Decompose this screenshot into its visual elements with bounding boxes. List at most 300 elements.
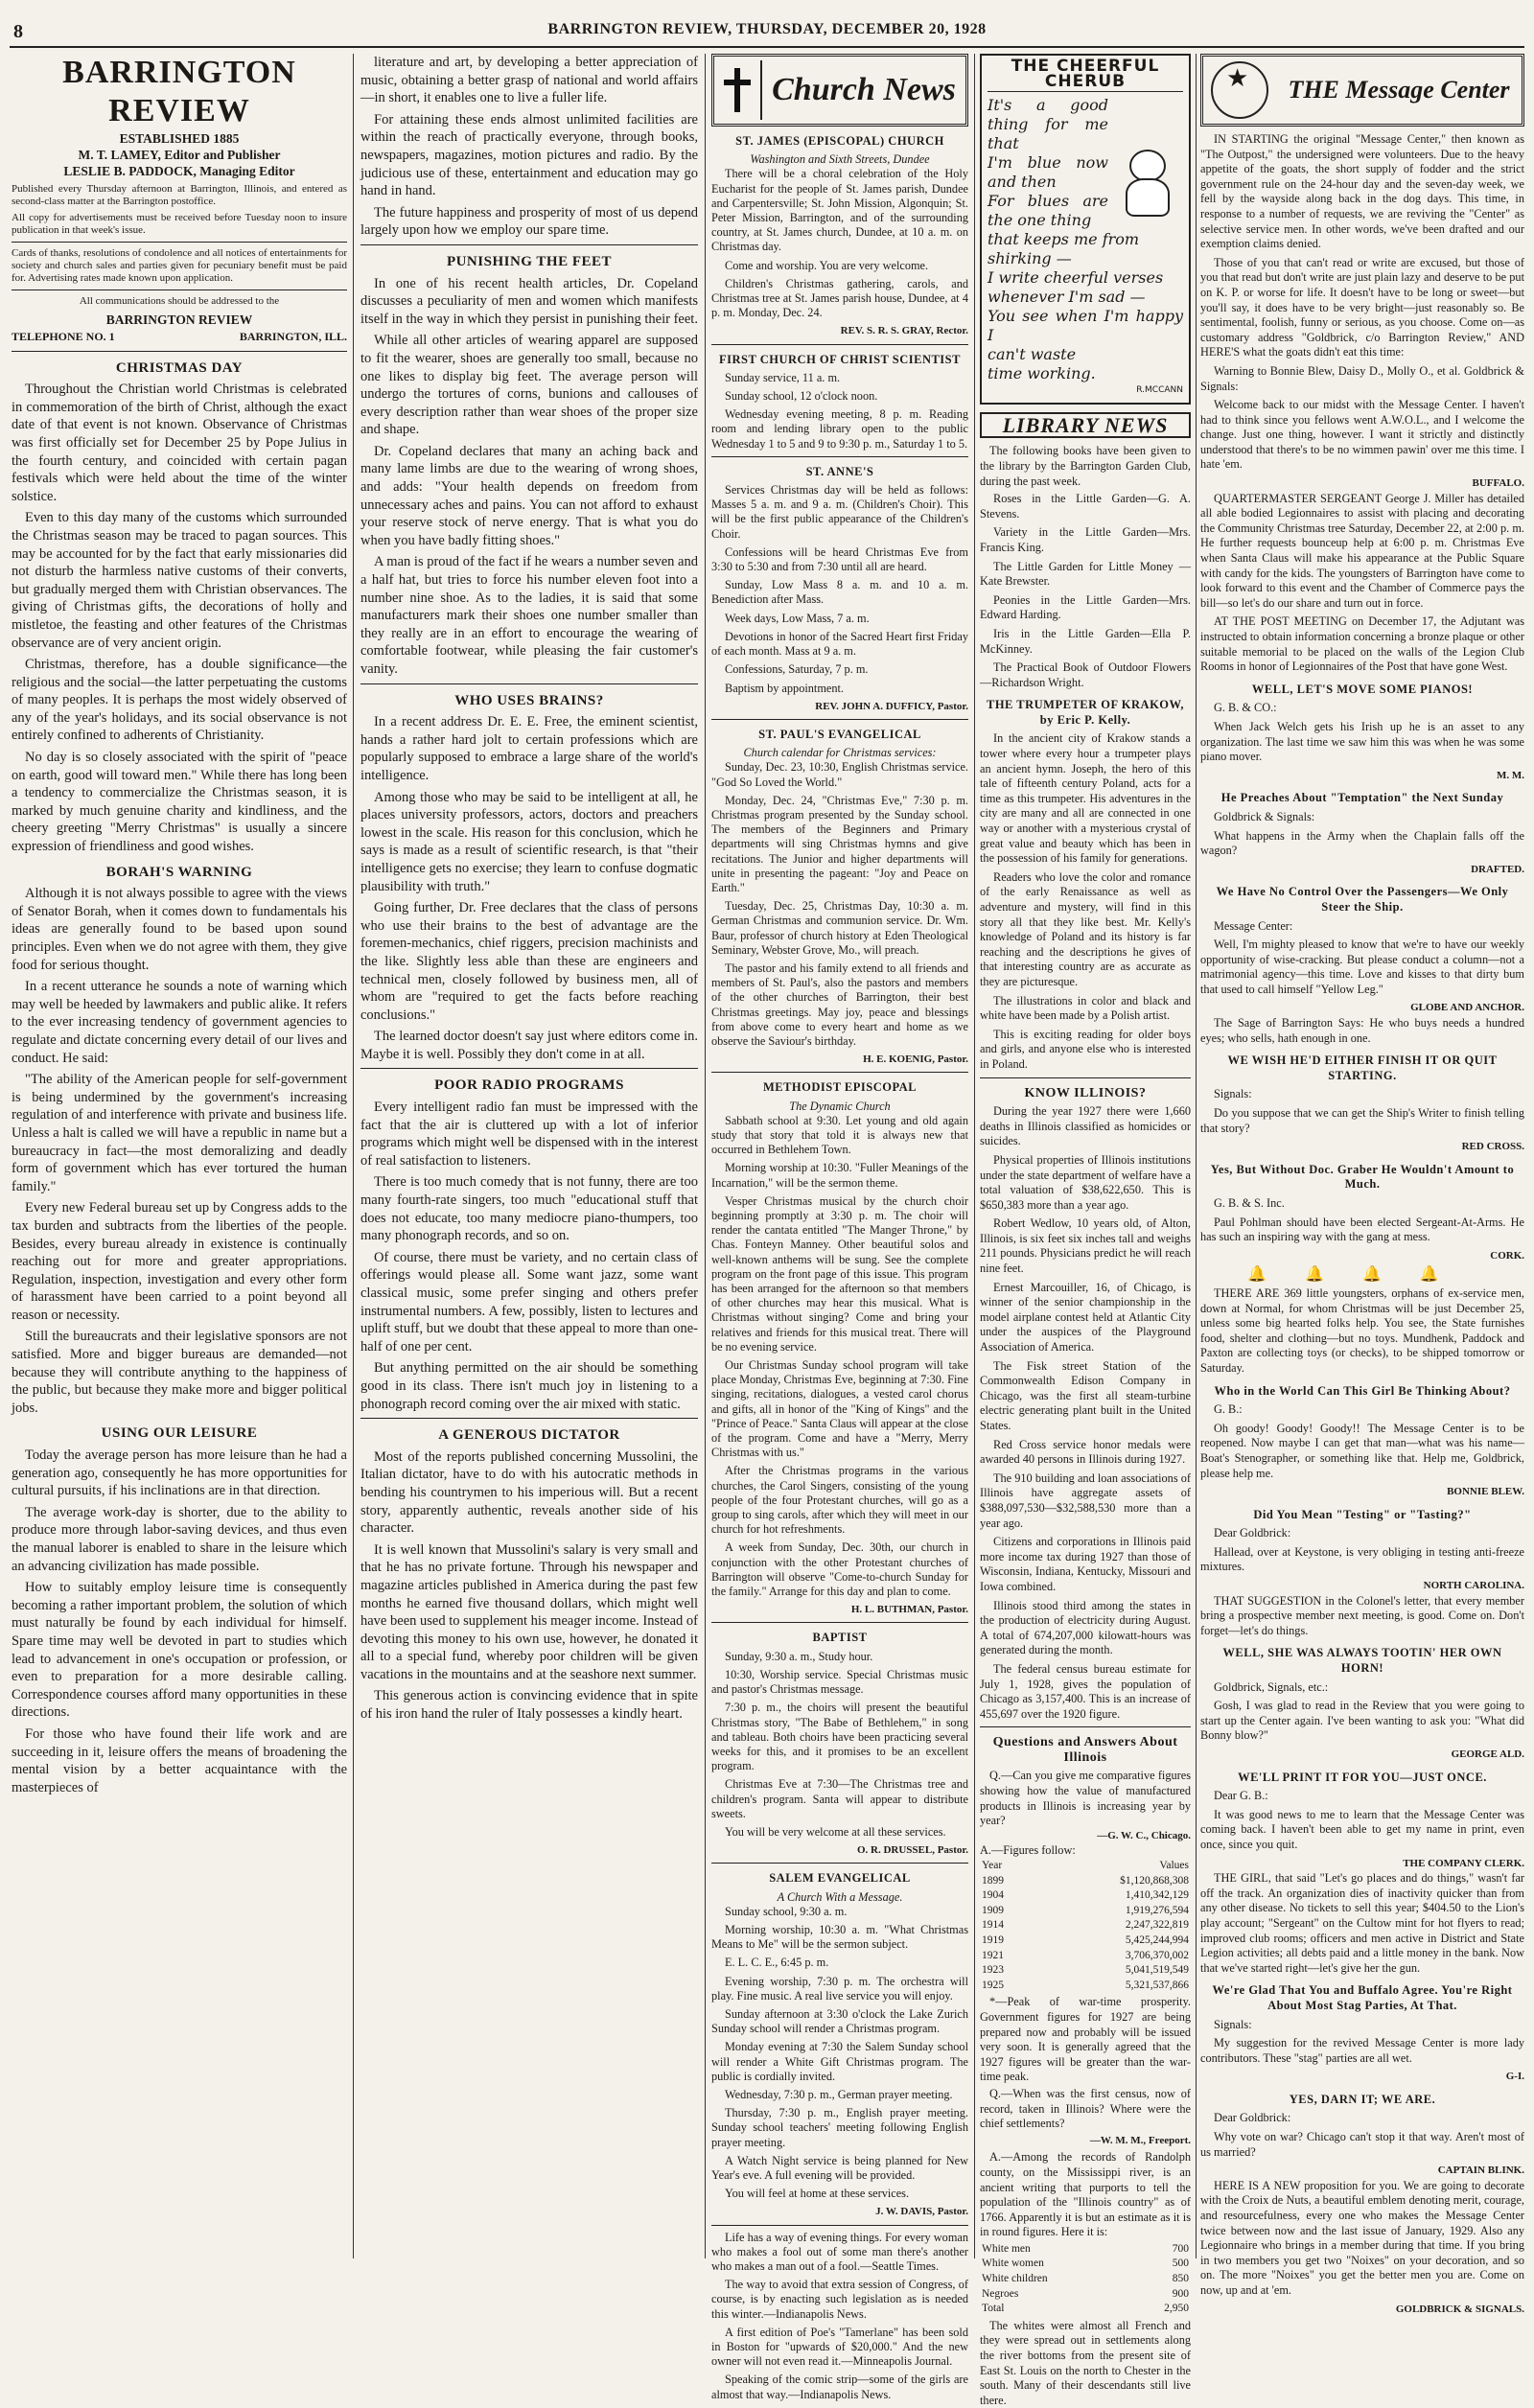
church-sections [711, 134, 968, 2226]
church-paragraph: Sunday, Low Mass 8 a. m. and 10 a. m. Benediction after Mass. [711, 578, 968, 607]
message-signature: BONNIE BLEW. [1447, 1486, 1524, 1498]
message-paragraph: What happens in the Army when the Chaplain falls off the wagon? [1200, 828, 1524, 858]
message-signature: CORK. [1490, 1249, 1524, 1262]
message-paragraph: AT THE POST MEETING on December 17, the Adjutant was instructed to obtain information concerning a bronze plaque or other suitable memorial to be placed on the walls of the Legion Club Rooms in honor of Legionnaires of the Post that have gone West. [1200, 614, 1524, 674]
church-paragraph: Tuesday, Dec. 25, Christmas Day, 10:30 a. m. German Christmas and communion service. Dr. Wm. Baur, professor of church history at Eden Theological Seminary, Webster Grove, Mo., will preach. [711, 899, 968, 957]
church-paragraph: Sabbath school at 9:30. Let young and old again study that story that told it is always new that occurred in Bethlehem Town. [711, 1113, 968, 1157]
masthead [12, 54, 347, 352]
church-paragraph: Services Christmas day will be held as follows: Masses 5 a. m. and 9 a. m. (Children's Choir). This will be the first public appearance of the Children's Choir. [711, 483, 968, 541]
table-cell-value: 500 [1172, 2258, 1189, 2270]
message-paragraph: Message Center: [1214, 918, 1293, 933]
message-title: WELL, SHE WAS ALWAYS TOOTIN' HER OWN HORN! [1222, 1646, 1502, 1676]
table-row [980, 2242, 1191, 2258]
filler-paragraph: A first edition of Poe's "Tamerlane" has been sold in Boston for "upwards of $20,000." And the new owner will not even read it.—Minneapolis Journal. [711, 2325, 968, 2369]
church-paragraph: Week days, Low Mass, 7 a. m. [725, 611, 870, 625]
table-header: Values [1159, 1860, 1189, 1872]
table-cell-year: 1904 [982, 1889, 1004, 1902]
manufactures-table [980, 1859, 1191, 1993]
illinois-fact: Red Cross service honor medals were awarded 40 persons in Illinois during 1927. [980, 1437, 1191, 1467]
filler-paragraph: Speaking of the comic strip—some of the girls are almost that way.—Indianapolis News. [711, 2373, 968, 2401]
message-center-title: THE Message Center [1288, 76, 1510, 104]
church-section-title: ST. PAUL'S EVANGELICAL [758, 727, 921, 741]
illinois-fact: Physical properties of Illinois institutions under the state department of welfare have a total valuation of $38,622,650. This is $650,383 more than a year ago. [980, 1152, 1191, 1212]
church-paragraph: You will be very welcome at all these services. [725, 1824, 946, 1839]
answer-2-note: The whites were almost all French and they were spread out in settlements along the river bottoms from the present site of East St. Louis on the north to Chester in the south. Many of their descendants still live there. [980, 2318, 1191, 2407]
article-paragraph: The future happiness and prosperity of most of us depend largely upon how we employ our spare time. [360, 204, 698, 239]
library-books [980, 492, 1191, 690]
message-paragraph: Goldbrick, Signals, etc.: [1214, 1679, 1329, 1694]
table-cell-value: 5,425,244,994 [1125, 1934, 1189, 1946]
article-paragraph: The learned doctor doesn't say just where editors come in. Maybe it is well. Possibly they don't come in at all. [360, 1029, 698, 1062]
editorial-paragraph: Today the average person has more leisure than he had a generation ago, consequently he has more opportunities for cultural pursuits, if his inclinations are in that direction. [12, 1447, 347, 1499]
table-cell-value: 3,706,370,002 [1125, 1949, 1189, 1961]
article-title: POOR RADIO PROGRAMS [434, 1077, 624, 1094]
article-paragraph: It is well known that Mussolini's salary is very small and that he has no private fortune. Through his newspaper and magazine articles published in America during the past few months he earned five thousand dollars, which might well have been used to supplement his meager income. Instead of devoting this money to his own use, however, he donated it all to a special fund, whereby poor children will be given vacations in the mountains and at the seashore next summer. [360, 1541, 698, 1682]
editorial-paragraph: "The ability of the American people for self-government is being undermined by the government's increasing regulation of and interference with private and business life. Unless a halt is called we will have a republic in name but a bureaucracy in fact—the most demoralizing and deadly form of government which has ever tortured the human family." [12, 1072, 347, 1194]
church-section-subtitle: The Dynamic Church [789, 1099, 891, 1113]
message-title: Who in the World Can This Girl Be Thinking About? [1214, 1383, 1511, 1398]
editorial-paragraph: Still the bureaucrats and their legislative sponsors are not satisfied. More and bigger bureaus are demanded—not because they will contribute anything to the happiness of the public, but because they make more and bigger political jobs. [12, 1329, 347, 1416]
divider [360, 683, 698, 684]
church-paragraph: Sunday, 9:30 a. m., Study hour. [725, 1649, 873, 1663]
table-row [980, 1979, 1191, 1994]
article-paragraph: Every intelligent radio fan must be impressed with the fact that the air is cluttered up with a lot of inferior programs which might well be dispensed with in the interest of real satisfaction to listeners. [360, 1100, 698, 1169]
know-illinois-title: KNOW ILLINOIS? [1024, 1085, 1147, 1100]
qa-title: Questions and Answers About Illinois [992, 1735, 1178, 1765]
illinois-fact: The 910 building and loan associations of Illinois have aggregate assets of $388,097,530—$32,588,530 more than a year ago. [980, 1470, 1191, 1530]
editorial-paragraph: Even to this day many of the customs which surrounded the Christmas season may be traced to pagan sources. This may be accounted for by the fact that early missionaries did not disturb the harmless native customs of their converts, but gradually merged them with Christian observances. The giving of Christmas gifts, the decorations of holly and mistletoe, the feasting and other features of the Christmas observance are of very ancient origin. [12, 510, 347, 651]
church-paragraph: E. L. C. E., 6:45 p. m. [725, 1956, 829, 1970]
message-title: WE WISH HE'D EITHER FINISH IT OR QUIT STARTING. [1227, 1054, 1498, 1082]
church-paragraph: Vesper Christmas musical by the church choir beginning promptly at 3:30 p. m. The choir will render the cantata entitled "The Manger Throne," by Chas. Fonteyn Manney. Other beautiful solos and well-known anthems will be sung. See the complete program on the front page of this issue. This program has been arranged for the afternoon so that members of other churches may hear this musical. What is Christmas without singing? Come and bring your relatives and friends for this musical treat. There will be no evening service. [711, 1193, 968, 1354]
church-paragraph: Christmas Eve at 7:30—The Christmas tree and children's program. Santa will appear to distribute sweets. [711, 1777, 968, 1820]
editorial-paragraph: Christmas, therefore, has a double significance—the religious and the social—the latter perpetuating the customs of many peoples. It is perhaps the most widely observed of any of the year's holidays, and its social observance is not entirely confined to adherents of Christianity. [12, 657, 347, 744]
message-signature: GEORGE ALD. [1451, 1748, 1524, 1760]
question-1-signature: —G. W. C., Chicago. [1097, 1829, 1191, 1841]
table-cell-value: 5,041,519,549 [1125, 1964, 1189, 1977]
cherub-artist: R.MCCANN [1136, 385, 1183, 396]
cherub-line: It's a good thing for me that [988, 96, 1108, 153]
table-row [980, 1888, 1191, 1904]
table-cell-value: 2,247,322,819 [1125, 1919, 1189, 1932]
church-section-title: METHODIST EPISCOPAL [762, 1080, 918, 1095]
message-signature: GOLDBRICK & SIGNALS. [1395, 2303, 1524, 2315]
cherub-line: I write cheerful verses [988, 268, 1164, 288]
church-news-title: Church News [772, 72, 956, 108]
table-cell-year: 1925 [982, 1979, 1004, 1991]
divider [711, 2225, 968, 2226]
publication-note: Published every Thursday afternoon at Barrington, Illinois, and entered as second-class matter at the Barrington postoffice. [12, 183, 347, 207]
message-paragraph: Welcome back to our midst with the Message Center. I haven't had to think since you fellows went A.W.O.L., and I welcome the change. Just one thing, however. I want it strictly and distinctly understood that there's to be no wimmen pawin' over me this time. I hate 'em. [1200, 398, 1524, 472]
illinois-fact: Ernest Marcouiller, 16, of Chicago, is winner of the senior championship in the model airplane contest held at Atlantic City under the auspices of the Playground Association of America. [980, 1280, 1191, 1354]
message-paragraph: QUARTERMASTER SERGEANT George J. Miller has detailed all able bodied Legionnaires to assist with placing and decorating the Community Christmas tree Saturday, December 22, at 2:00 p. m. He further requests bounceup help at 6:00 p. m. Christmas Eve when Santa Claus will make his appearance at the Public Square with candy for the kids. The youngsters of Barrington have come to look forward to this event and the Chamber of Commerce pays the bill—so let's do our share and turn out in force. [1200, 491, 1524, 610]
cheerful-cherub-box [980, 54, 1191, 405]
table-row [980, 1963, 1191, 1979]
cherub-line: that keeps me from [988, 230, 1140, 249]
cherub-body-shape [1126, 178, 1170, 217]
church-paragraph: Wednesday, 7:30 p. m., German prayer meeting. [725, 2087, 953, 2101]
table-cell-label: White men [982, 2242, 1031, 2255]
address-note: All communications should be addressed to the [79, 295, 280, 307]
article-paragraph: Most of the reports published concerning Mussolini, the Italian dictator, have to do with his autocratic methods in bending his countrymen to his imperious will. But a recent story, apparently authentic, reveals another side of his character. [360, 1448, 698, 1537]
cherub-head-shape [1129, 150, 1166, 182]
column-rule [705, 54, 706, 2258]
table-row [980, 1904, 1191, 1919]
message-paragraph: THAT SUGGESTION in the Colonel's letter, that every member bring a prospective member next meeting, is good. Come on. Don't forget—let's do things. [1200, 1593, 1524, 1637]
table-cell-year: 1919 [982, 1934, 1004, 1946]
divider [711, 719, 968, 720]
message-paragraph: Goldbrick & Signals: [1214, 809, 1315, 823]
editorial-paragraph: Throughout the Christian world Christmas is celebrated in commemoration of the birth of Christ, although the exact date of that event is not known. Observance of Christmas was first officially set for December 25 by Pope Julius in the fourth century, and coincided with certain pagan festivals which were held about the time of the winter solstice. [12, 382, 347, 504]
page-header [10, 17, 1524, 48]
masthead-established: ESTABLISHED 1885 [119, 131, 240, 146]
page-number: 8 [13, 21, 24, 42]
column-rule [974, 54, 975, 2258]
article-paragraph: In one of his recent health articles, Dr. Copeland discusses a peculiarity of men and women which manifests itself in the way in which they persist in punishing their feet. [360, 275, 698, 327]
message-paragraph: G. B. & CO.: [1214, 701, 1277, 715]
question-1: Q.—Can you give me comparative figures showing how the value of manufactured products in Illinois is increasing year by year? [980, 1769, 1191, 1828]
answer-1-note: *—Peak of war-time prosperity. Government figures for 1927 are being prepared now and probably will be issued very soon. It is generally agreed that the 1927 figures will be greater than the war-time peak. [980, 1995, 1191, 2084]
church-paragraph: A week from Sunday, Dec. 30th, our church in conjunction with the other Protestant churches of Barrington will observe "Come-to-church Sunday for the family." Arrange for this day and plan to come. [711, 1540, 968, 1599]
column-rule [353, 54, 354, 2258]
church-section-title: ST. ANNE'S [805, 464, 874, 478]
article-paragraph: Going further, Dr. Free declares that the class of persons who use their brains to the best of advantage are the foremen-mechanics, chief riggers, precision machinists and the like. Slightly less able than these are engineers and technical men, closely followed by business men, all of whom are "required to get the facts before reaching conclusions." [360, 900, 698, 1023]
filler-paragraph: The way to avoid that extra session of Congress, of course, is by enacting such legislation as is needed this winter.—Indianapolis News. [711, 2278, 968, 2321]
message-paragraph: Dear Goldbrick: [1214, 2111, 1291, 2125]
answer-2: A.—Among the records of Randolph county, on the Mississippi river, is an ancient writing that purports to tell the population of the "Illinois country" as of 1766. Apparently it is but an estimate as it is in round figures. Here it is: [980, 2150, 1191, 2239]
editorial-paragraph: How to suitably employ leisure time is consequently becoming a rather important problem, the solution of which must naturally be found by each individual for himself. Spare time may well be devoted in part to studies which lead to advancement in one's occupation or profession, or even to preparation for a more desirable calling. Correspondence courses afford many opportunities in these directions. [12, 1580, 347, 1721]
table-cell-label: Negroes [982, 2287, 1019, 2300]
message-paragraph: Signals: [1214, 1087, 1252, 1101]
article-paragraph: While all other articles of wearing apparel are supposed to fit the wearer, shoes are generally too small, because no one likes to display big feet. The average person will undergo the tortures of corns, bunions and callouses of every description rather than wear shoes of the proper size and shape. [360, 333, 698, 438]
message-signature: BUFFALO. [1472, 477, 1524, 490]
church-paragraph: Sunday afternoon at 3:30 o'clock the Lake Zurich Sunday school will render a Christmas program. [711, 2006, 968, 2036]
message-paragraph: G. B.: [1214, 1402, 1243, 1417]
divider [980, 1077, 1191, 1078]
population-rows [980, 2242, 1191, 2317]
message-paragraph: It was good news to me to learn that the Message Center was coming back. I haven't been able to get my name in print, even once, since you quit. [1200, 1807, 1524, 1851]
message-paragraph: IN STARTING the original "Message Center," then known as "The Outpost," the undersigned were volunteers. Due to the heavy appetite of the goats, the short supply of fodder and the strict government rule on the 24-hour day and the seven-day week, we fell by the wayside along back in the dog days. This time, in response to a number of requests, we are reviving the "Center" as selective service men. In other words, we've been drafted and our exemption claims denied. [1200, 132, 1524, 251]
table-cell-value: 700 [1172, 2242, 1189, 2255]
table-cell-value: 1,410,342,129 [1125, 1889, 1189, 1902]
church-news-column [711, 54, 968, 2401]
church-paragraph: Monday evening at 7:30 the Salem Sunday school will render a White Gift Christmas program. The public is cordially invited. [711, 2040, 968, 2083]
editorial-title: USING OUR LEISURE [101, 1425, 258, 1442]
church-pastor: REV. JOHN A. DUFFICY, Pastor. [815, 700, 968, 712]
message-paragraph: Well, I'm mighty pleased to know that we're to have our weekly opportunity of wise-cracking. But please conduct a column—not a matrimonial agency—this time. Love and kisses to that dirty bum that used to call himself "Yellow Leg." [1200, 938, 1524, 996]
church-paragraph: Come and worship. You are very welcome. [725, 258, 929, 272]
church-section-subtitle: Church calendar for Christmas services: [743, 746, 937, 760]
library-book: Iris in the Little Garden—Ella P. McKinney. [980, 626, 1191, 656]
table-cell-year: 1923 [982, 1964, 1004, 1977]
cards-note: Cards of thanks, resolutions of condolence and all notices of entertainments for society and church sales and parties given for pecuniary benefit must be paid for. Advertising rates made known upon application. [12, 247, 347, 284]
cherub-poem [988, 96, 1183, 383]
library-review-paragraph: Readers who love the color and romance of the early Renaissance as well as adventure and mystery, will find in this story all that they like best. Mr. Kelly's knowledge of Poland and its history is far reaching and the descriptions he gives of that interesting country are as accurate as they are picturesque. [980, 869, 1191, 988]
article-paragraph: Among those who may be said to be intelligent at all, he places university professors, actors, doctors and preachers lowest in the scale. His reason for this conclusion, which he says is made as a result of scientific research, is that "their intelligence gets no exercise; they learn to confuse dogmatic plausibility with truth." [360, 789, 698, 894]
table-cell-year: 1921 [982, 1949, 1004, 1961]
illinois-fact: The federal census bureau estimate for July 1, 1928, gives the population of Chicago as 3,157,400. This is an increase of 455,697 over the 1920 figure. [980, 1661, 1191, 1721]
message-paragraph: Those of you that can't read or write are excused, but those of you that read but don't write are just plain lazy and deserve to be put on K. P. or worse for life. It doesn't have to be long or sweet—but you'll say, it does have to be very bright—just reasonably so. Be sentimental, foolish, funny or serious, as you choose. Come on—as customary address "Goldbrick, c/o Barrington Review," AND HERE'S what the goats didn't eat this time: [1200, 255, 1524, 359]
divider [12, 289, 347, 290]
message-signature: NORTH CAROLINA. [1423, 1580, 1524, 1592]
message-paragraph: Dear G. B.: [1214, 1789, 1268, 1803]
cherub-line: You see when I'm happy I [988, 307, 1183, 345]
table-cell-value: 2,950 [1164, 2303, 1189, 2315]
church-paragraph: Morning worship at 10:30. "Fuller Meanings of the Incarnation," will be the sermon theme. [711, 1161, 968, 1190]
legion-seal-icon [1211, 61, 1268, 119]
table-row [980, 1918, 1191, 1933]
library-review-paragraph: The illustrations in color and black and white have been made by a Polish artist. [980, 993, 1191, 1023]
city: BARRINGTON, ILL. [239, 330, 347, 343]
church-section-subtitle: Washington and Sixth Streets, Dundee [750, 152, 930, 167]
cherub-line: time working. [988, 364, 1096, 383]
library-news-banner: LIBRARY NEWS [980, 412, 1191, 439]
church-paragraph: A Watch Night service is being planned for New Year's eve. A full evening will be provided. [711, 2153, 968, 2182]
article-paragraph: In a recent address Dr. E. E. Free, the eminent scientist, hands a rather hard jolt to certain professions which are popularly supposed to embrace a large share of the world's intelligence. [360, 714, 698, 783]
table-row [980, 2287, 1191, 2303]
message-paragraph: When Jack Welch gets his Irish up he is an asset to any organization. The last time we saw him this was when he was some piano mover. [1200, 719, 1524, 764]
divider [711, 1622, 968, 1623]
library-book: The Practical Book of Outdoor Flowers—Richardson Wright. [980, 660, 1191, 689]
message-signature: DRAFTED. [1471, 863, 1524, 875]
editorial-title: CHRISTMAS DAY [115, 359, 244, 376]
editorials [12, 359, 347, 1797]
column-rule [1196, 54, 1197, 2258]
table-cell-value: 1,919,276,594 [1125, 1904, 1189, 1916]
church-pastor: J. W. DAVIS, Pastor. [875, 2206, 968, 2218]
message-paragraph: Hallead, over at Keystone, is very obliging in testing anti-freeze mixtures. [1200, 1544, 1524, 1574]
church-section-title: ST. JAMES (EPISCOPAL) CHURCH [735, 134, 944, 148]
article-paragraph: literature and art, by developing a better appreciation of music, obtaining a better grasp of national and world affairs—in short, it enables one to live a fuller life. [360, 55, 698, 106]
church-paragraph: After the Christmas programs in the various churches, the Carol Singers, consisting of the young people of the four Protestant churches, will go as a group to sing carols, after which they will meet in our church for hot refreshments. [711, 1464, 968, 1537]
contact-line [12, 328, 347, 346]
table-row [980, 1949, 1191, 1964]
table-cell-year: 1909 [982, 1904, 1004, 1916]
editorial-paragraph: Every new Federal bureau set up by Congress adds to the tax burden and subtracts from the liberties of the people. Besides, every bureau already in existence is continually reaching out for more and greater appropriations. Regulation, inspection, investigation and every other form of harassment have been carried to a point beyond all reason or necessity. [12, 1200, 347, 1323]
church-fillers [711, 2231, 968, 2402]
cherub-line: can't waste [988, 345, 1077, 364]
message-center-banner [1200, 54, 1524, 127]
church-section-subtitle: A Church With a Message. [777, 1889, 903, 1904]
telephone: TELEPHONE NO. 1 [12, 330, 115, 343]
article-paragraph: But anything permitted on the air should be something good in its class. There isn't much joy in listening to a phonograph record coming over the air mixed with static. [360, 1360, 698, 1412]
cherub-line: I'm blue now and then [988, 153, 1108, 192]
article-paragraph: There is too much comedy that is not funny, there are too many fourth-rate singers, too much "educational stuff that does not educate, too many mediocre piano-thumpers, too many phonograph records, and so on. [360, 1174, 698, 1244]
question-2: Q.—When was the first census, now of record, taken in Illinois? Where were the chief settlements? [980, 2086, 1191, 2131]
message-signature: GLOBE AND ANCHOR. [1410, 1002, 1524, 1014]
column-two-articles [360, 54, 698, 1724]
table-row [980, 2272, 1191, 2287]
divider [12, 242, 347, 243]
message-paragraph: My suggestion for the revived Message Center is more lady contributors. These "stag" parties are all wet. [1200, 2036, 1524, 2065]
table-row [980, 1874, 1191, 1889]
table-cell-label: White women [982, 2258, 1044, 2270]
cross-icon [714, 60, 762, 120]
message-signature: M. M. [1496, 769, 1524, 781]
library-review-paragraph: This is exciting reading for older boys and girls, and anyone else who is interested in Poland. [980, 1027, 1191, 1071]
message-paragraph: Signals: [1214, 2017, 1252, 2031]
illinois-fact: Robert Wedlow, 10 years old, of Alton, Illinois, is six feet six inches tall and weighs 211 pounds. Physicians predict he will reach nine feet. [980, 1216, 1191, 1276]
table-cell-value: 5,321,537,866 [1125, 1979, 1189, 1991]
church-paragraph: Sunday school, 9:30 a. m. [725, 1904, 848, 1918]
divider [711, 456, 968, 457]
editorial-title: BORAH'S WARNING [105, 864, 253, 880]
church-section-title: SALEM EVANGELICAL [769, 1871, 911, 1886]
message-title: YES, DARN IT; WE ARE. [1289, 2092, 1436, 2106]
church-pastor: REV. S. R. S. GRAY, Rector. [840, 325, 968, 337]
message-paragraph: Oh goody! Goody! Goody!! The Message Center is to be reopened. Now maybe I can get that man—what was his name—Boat's Stenographer, or something like that. Help me, Goldbrick, please help me. [1200, 1421, 1524, 1480]
editorial-paragraph: No day is so closely associated with the spirit of "peace on earth, good will toward men." While there has long been a tendency to commercialize the Christmas season, it is marked by much genuine charity and kindliness, and the cheery greeting "Merry Christmas" is usually a sincere expression of friendliness and good wishes. [12, 750, 347, 855]
illinois-facts [980, 1104, 1191, 1722]
church-paragraph: 10:30, Worship service. Special Christmas music and pastor's Christmas message. [711, 1667, 968, 1697]
address-name: BARRINGTON REVIEW [105, 313, 253, 327]
illinois-fact: During the year 1927 there were 1,660 deaths in Illinois classified as homicides or suicides. [980, 1104, 1191, 1148]
message-paragraph: Warning to Bonnie Blew, Daisy D., Molly O., et al. Goldbrick & Signals: [1200, 363, 1524, 393]
library-column [980, 54, 1191, 2407]
church-paragraph: Confessions, Saturday, 7 p. m. [725, 662, 869, 677]
table-row [980, 1933, 1191, 1949]
cherub-line: whenever I'm sad — [988, 288, 1146, 307]
church-paragraph: Evening worship, 7:30 p. m. The orchestra will play. Fine music. A real live service you will enjoy. [711, 1974, 968, 2003]
library-book: Peonies in the Little Garden—Mrs. Edward Harding. [980, 592, 1191, 622]
article-title: WHO USES BRAINS? [454, 692, 604, 708]
cherub-line: For blues are the one thing [988, 192, 1108, 230]
table-row [980, 2302, 1191, 2317]
illinois-fact: Illinois stood third among the states in the production of electricity during August. A total of 674,207,000 kilowatt-hours was generated during the month. [980, 1598, 1191, 1657]
message-signature: G-I. [1505, 2071, 1524, 2083]
divider [360, 1068, 698, 1069]
cherub-line: shirking — [988, 249, 1072, 268]
divider [12, 351, 347, 352]
article-paragraph: Of course, there must be variety, and no certain class of offerings would please all. Some want jazz, some want classical music, some prefer singing and others prefer instrumental numbers. A few, possibly, listen to lectures and uplift stuff, but we doubt that these appeal to more than one-half of one per cent. [360, 1249, 698, 1354]
church-paragraph: Devotions in honor of the Sacred Heart first Friday of each month. Mass at 9 a. m. [711, 629, 968, 659]
article-paragraph: Dr. Copeland declares that many an aching back and many lame limbs are due to the wearing of wrong shoes, and adds: "Your health depends on freedom from unnecessary aches and pains. You can not afford to exhaust your reserve stock of nerve energy. That is what you do when you have badly fitting shoes." [360, 443, 698, 548]
article-paragraph: A man is proud of the fact if he wears a number seven and a half hat, but tries to force his number eleven foot into a number nine shoe. As to the ladies, it is said that some manufacturers mark their shoes one number smaller than they really are in an effort to encourage the wearing of comfortable footwear, while pleasing the fair customer's vanity. [360, 554, 698, 677]
message-paragraph: The Sage of Barrington Says: He who buys needs a hundred eyes; who sells, hath enough in one. [1200, 1016, 1524, 1045]
table-cell-value: 850 [1172, 2273, 1189, 2285]
column-editorials [12, 54, 347, 2258]
table-cell-year: 1899 [982, 1874, 1004, 1887]
message-title: We're Glad That You and Buffalo Agree. You're Right About Most Stag Parties, At That. [1212, 1983, 1513, 2012]
church-pastor: H. E. KOENIG, Pastor. [863, 1054, 968, 1066]
message-title: He Preaches About "Temptation" the Next Sunday [1220, 791, 1504, 805]
church-paragraph: Our Christmas Sunday school program will take place Monday, Christmas Eve, beginning at 7:30. Fine singing, recitations, dialogues, a vested carol chorus and gifts, all in honor of the "King of Kings" and the "Prince of Peace." Santa Claus will appear at the close of the program. Come and have a "Merry, Merry Christmas with us." [711, 1358, 968, 1460]
article-paragraph: This generous action is convincing evidence that in spite of his iron hand the ruler of Italy possesses a kindly heart. [360, 1688, 698, 1723]
table-header-row [980, 1859, 1191, 1874]
filler-paragraph: Life has a way of evening things. For every woman who makes a fool out of some man there's another who makes a man out of a fool.—Seattle Times. [711, 2230, 968, 2273]
editorial-paragraph: Although it is not always possible to agree with the views of Senator Borah, when it comes down to fundamentals his ideas are generally found to be based upon sound principles. Even when we do not agree with them, they give food for serious thought. [12, 886, 347, 973]
manufactures-rows [980, 1874, 1191, 1994]
message-paragraph: G. B. & S. Inc. [1214, 1196, 1285, 1210]
message-title: Yes, But Without Doc. Graber He Wouldn't Amount to Much. [1210, 1162, 1515, 1192]
message-center-column [1200, 54, 1524, 2315]
library-book: The Little Garden for Little Money —Kate Brewster. [980, 559, 1191, 589]
church-pastor: O. R. DRUSSEL, Pastor. [856, 1844, 968, 1857]
message-signature: RED CROSS. [1461, 1141, 1524, 1153]
message-paragraph: Dear Goldbrick: [1214, 1526, 1291, 1540]
church-paragraph: Morning worship, 10:30 a. m. "What Christmas Means to Me" will be the sermon subject. [711, 1922, 968, 1952]
editorial-paragraph: The average work-day is shorter, due to the ability to produce more through labor-saving devices, and thus even the manual laborer is enabled to share in the leisure which an advancing civilization has made possible. [12, 1504, 347, 1574]
table-header: Year [982, 1860, 1003, 1872]
message-signature: CAPTAIN BLINK. [1437, 2165, 1524, 2177]
message-title: WE'LL PRINT IT FOR YOU—JUST ONCE. [1238, 1770, 1487, 1784]
question-2-signature: —W. M. M., Freeport. [1089, 2134, 1191, 2146]
running-head: BARRINGTON REVIEW, THURSDAY, DECEMBER 20, 1928 [547, 21, 987, 37]
message-title: We Have No Control Over the Passengers—We Only Steer the Ship. [1216, 885, 1509, 914]
church-paragraph: Monday, Dec. 24, "Christmas Eve," 7:30 p. m. Christmas program presented by the Sunday school. The members of the Beginners and Primary departments will sing Christmas hymns and give recitations. The Junior and higher departments will unite in presenting the pageant: "Joy and Peace on Earth." [711, 793, 968, 894]
church-section-title: FIRST CHURCH OF CHRIST SCIENTIST [719, 352, 961, 366]
church-news-banner [711, 54, 968, 127]
library-review-paragraph: In the ancient city of Krakow stands a tower where every hour a trumpeter plays an ancient hymn. Joseph, the hero of this tale of fifteenth century Poland, acts for a time as this trumpeter. His adventures in the city are many and all are connected in one way or another with a mysterious crystal of great value and beauty which has been in the possession of his family for generations. [980, 731, 1191, 866]
message-paragraph: THERE ARE 369 little youngsters, orphans of ex-service men, down at Normal, for whom Christmas will be just December 25, unless some big hearted folks help. You see, the State furnishes food, shelter and clothing—but no toys. Mundhenk, Paddock and Paxton are collecting toys (or checks), to be shipped tomorrow or Saturday. [1200, 1285, 1524, 1375]
church-paragraph: Wednesday evening meeting, 8 p. m. Reading room and lending library open to the public Wednesday 1 to 5 and 9 to 9:30 p. m., Saturday 1 to 5. [711, 407, 968, 451]
article-paragraph: For attaining these ends almost unlimited facilities are within the reach of practically everyone, through books, newspapers, magazines, motion pictures and radio. By the judicious use of these, entertainment and education may go hand in hand. [360, 111, 698, 199]
message-center-items [1200, 132, 1524, 2317]
population-table [980, 2242, 1191, 2317]
masthead-editor: M. T. LAMEY, Editor and Publisher [78, 148, 281, 162]
message-title: Did You Mean "Testing" or "Tasting?" [1253, 1507, 1472, 1521]
message-paragraph: THE GIRL, that said "Let's go places and do things," wasn't far off the track. An organization dies of inactivity quicker than from any other disease. No tickets to sell this year; $404.50 to the Lion's play account; "Sergeant" on the Cultow mint for hot flyers to read; improved club rooms; officers and men active in District and State Legion activities; all debts paid and a little money in the bank. Now that we've started right—let's give her the gun. [1200, 1871, 1524, 1975]
message-title: WELL, LET'S MOVE SOME PIANOS! [1251, 682, 1474, 696]
cheerful-cherub-title: THE CHEERFUL CHERUB [988, 59, 1183, 92]
answer-1-intro: A.—Figures follow: [980, 1843, 1076, 1858]
table-cell-label: White children [982, 2273, 1048, 2285]
divider [980, 1726, 1191, 1727]
message-paragraph: HERE IS A NEW proposition for you. We are going to decorate with the Croix de Nuts, a beautiful emblem denoting merit, courage, and resourcefulness, every one who makes the Message Center twice between now and the last issue of January, 1929. Also any Legionnaire who brings in a member during that time. If you bring in two members you get two "Noixes" on your decoration, and so on. The more "Noixes" you get the better men you are. Come on now, up and at 'em. [1200, 2178, 1524, 2297]
article-title: A GENEROUS DICTATOR [438, 1427, 620, 1444]
divider [360, 1418, 698, 1419]
message-paragraph: Paul Pohlman should have been elected Sergeant-At-Arms. He has such an inspiring way with the gang at mess. [1200, 1215, 1524, 1244]
column-two [360, 54, 698, 2258]
table-cell-value: $1,120,868,308 [1120, 1874, 1189, 1887]
library-book: Variety in the Little Garden—Mrs. Francis King. [980, 525, 1191, 554]
cherub-illustration [1112, 150, 1179, 217]
illinois-fact: The Fisk street Station of the Commonwealth Edison Company in Chicago, was the first all steam-turbine electric generating plant built in the United States. [980, 1358, 1191, 1432]
bells-icon: 🔔🔔🔔🔔 [1247, 1266, 1477, 1284]
church-section-title: BAPTIST [812, 1631, 868, 1645]
divider [711, 1072, 968, 1073]
message-paragraph: Do you suppose that we can get the Ship's Writer to finish telling that story? [1200, 1106, 1524, 1135]
church-paragraph: You will feel at home at these services. [725, 2187, 910, 2201]
message-signature: THE COMPANY CLERK. [1403, 1857, 1524, 1869]
church-paragraph: Thursday, 7:30 p. m., English prayer meeting. Sunday school teachers' meeting following English prayer meeting. [711, 2106, 968, 2149]
church-paragraph: The pastor and his family extend to all friends and members of St. Paul's, also the pastors and members of the other churches of Barrington, their best Christmas greetings. May joy, peace and blessings from above come to every heart and home as we observe the Saviour's birthday. [711, 961, 968, 1048]
church-paragraph: Sunday, Dec. 23, 10:30, English Christmas service. "God So Loved the World." [711, 760, 968, 789]
editorial-paragraph: For those who have found their life work and are succeeding in it, leisure offers the means of broadening the mental vision by a better acquaintance with the masterpieces of [12, 1725, 347, 1795]
church-paragraph: There will be a choral celebration of the Holy Eucharist for the people of St. James parish, Dundee and Carpentersville; St. John Mission, Algonquin; St. Peter Mission, Barrington, and of the surrounding country, at St. James church, Dundee, at 10 a. m. on Christmas day. [711, 167, 968, 254]
divider [360, 244, 698, 245]
church-paragraph: Confessions will be heard Christmas Eve from 3:30 to 5:30 and from 7:30 until all are heard. [711, 544, 968, 574]
message-paragraph: Gosh, I was glad to read in the Review that you were going to start up the Center again. I've been wanting to ask you: "What did Bonny blow?" [1200, 1699, 1524, 1743]
message-paragraph: Why vote on war? Chicago can't stop it that way. Aren't most of us married? [1200, 2130, 1524, 2159]
church-paragraph: Sunday school, 12 o'clock noon. [725, 389, 878, 404]
divider [711, 344, 968, 345]
copy-note: All copy for advertisements must be received before Tuesday noon to insure publication in that week's issue. [12, 212, 347, 236]
church-paragraph: Baptism by appointment. [725, 681, 844, 695]
editorial-paragraph: In a recent utterance he sounds a note of warning which may well be heeded by lawmakers and public alike. It refers to the ever increasing tendency of government agencies to regulate and dictate concerning every detail of our lives and conduct. He said: [12, 979, 347, 1066]
table-row [980, 2257, 1191, 2272]
library-book: Roses in the Little Garden—G. A. Stevens. [980, 492, 1191, 521]
library-intro: The following books have been given to the library by the Barrington Garden Club, during the past week. [980, 444, 1191, 488]
library-review [980, 731, 1191, 1072]
article-title: PUNISHING THE FEET [446, 253, 613, 269]
masthead-title: BARRINGTON REVIEW [62, 55, 296, 128]
library-review-title: THE TRUMPETER OF KRAKOW, by Eric P. Kelly. [986, 698, 1184, 727]
illinois-fact: Citizens and corporations in Illinois paid more income tax during 1927 than those of Wisconsin, Indiana, Kentucky, Missouri and Iowa combined. [980, 1535, 1191, 1593]
table-cell-value: 900 [1172, 2287, 1189, 2300]
table-cell-year: 1914 [982, 1919, 1004, 1932]
masthead-managing-editor: LESLIE B. PADDOCK, Managing Editor [63, 164, 295, 178]
